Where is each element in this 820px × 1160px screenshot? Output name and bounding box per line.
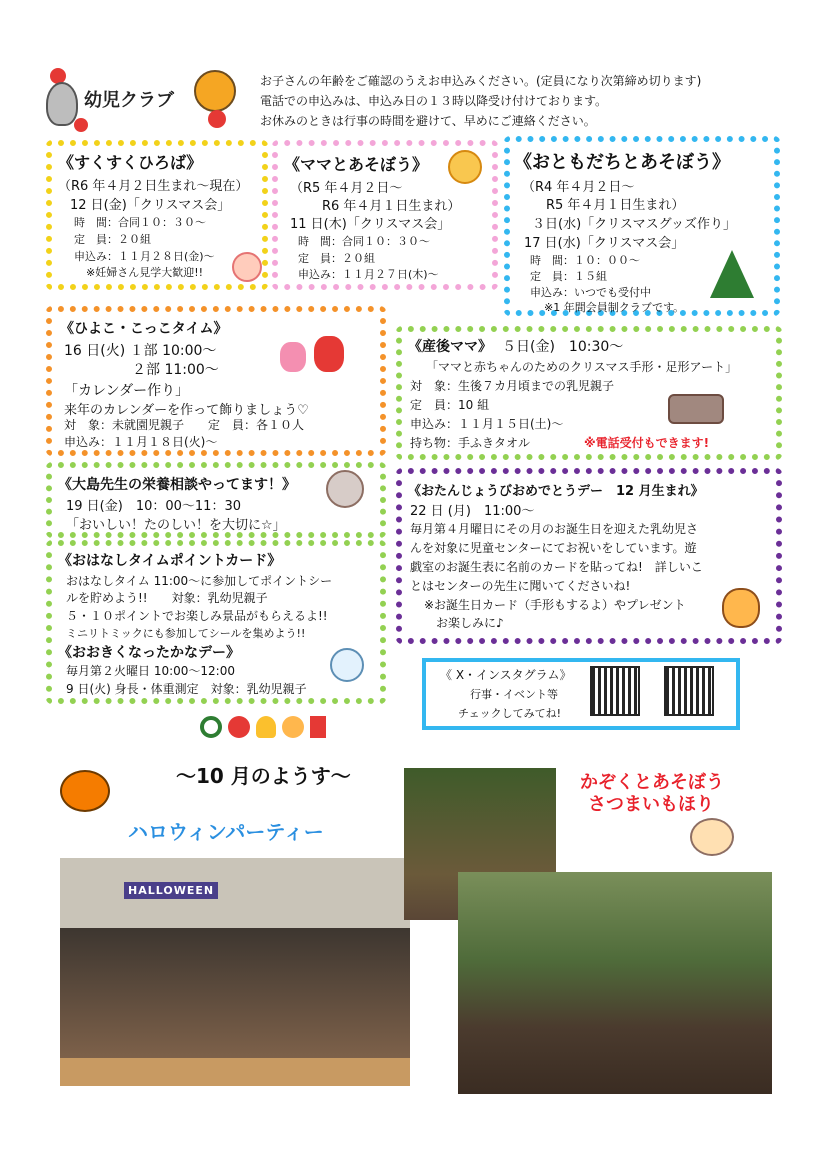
apple-icon — [74, 118, 88, 132]
birthday-date: 22 日 (月) 11:00～ — [410, 504, 535, 519]
apple-icon — [208, 110, 226, 128]
ohanashi-title: 《おはなしタイムポイントカード》 — [58, 553, 282, 569]
otomodachi-age-2: R5 年４月１日生まれ） — [546, 198, 685, 213]
header-note-2: 電話での申込みは、申込み日の１３時以降受け付けております。 — [260, 94, 608, 108]
club-title: 幼児クラブ — [84, 90, 174, 111]
header-note-3: お休みのときは行事の時間を避けて、早めにご連絡ください。 — [260, 114, 596, 128]
sango-target: 対 象：生後７カ月頃までの乳児親子 — [410, 379, 615, 393]
baby-icon — [232, 252, 262, 282]
sukusuku-age: （R6 年４月２日生まれ～現在） — [58, 179, 249, 194]
ohanashi-line-4: ミニリトミックにも参加してシールを集めよう!! — [66, 627, 306, 640]
sango-title: 《産後ママ》 — [408, 339, 492, 355]
snowman-icon — [330, 648, 364, 682]
mama-title: 《ママとあそぼう》 — [284, 155, 429, 174]
birthday-line-3: 戯室のお誕生表に名前のカードを貼ってね! 詳しいこ — [410, 560, 703, 574]
birthday-line-6: お楽しみに♪ — [436, 616, 504, 630]
sango-event: 「ママと赤ちゃんのためのクリスマス手形・足形アート」 — [426, 360, 738, 374]
sukusuku-event: 12 日(金)「クリスマス会」 — [70, 198, 231, 213]
sheep-icon — [326, 470, 364, 508]
instagram-qr-code[interactable] — [664, 666, 714, 716]
mouse-icon — [46, 82, 78, 126]
kazoku-title-1: かぞくとあそぼう — [580, 772, 724, 793]
hiyoko-line-1: 16 日(火) １部 10:00～ — [64, 343, 217, 359]
club-logo — [44, 68, 244, 138]
otomodachi-event-2: 17 日(水)「クリスマス会」 — [524, 236, 685, 251]
sango-bring: 持ち物：手ふきタオル — [410, 436, 531, 450]
birthday-line-4: とはセンターの先生に聞いてくださいね! — [410, 579, 631, 593]
sukusuku-title: 《すくすくひろば》 — [58, 153, 203, 172]
stocking-icon — [310, 716, 326, 738]
kazoku-title-2: さつまいもほり — [588, 794, 714, 815]
mama-age-1: （R5 年４月２日～ — [290, 181, 403, 196]
hiyoko-line-2: ２部 11:00～ — [132, 362, 219, 378]
mama-capacity: 定 員：２０組 — [298, 252, 375, 265]
birthday-title: 《おたんじょうびおめでとうデー 12 月生まれ》 — [408, 484, 704, 499]
hiyoko-event: 「カレンダー作り」 — [64, 383, 190, 399]
sweet-potato-photo-2 — [458, 872, 772, 1094]
otomodachi-note: ※1 年間会員制クラブです。 — [544, 301, 685, 314]
oshima-date: 19 日(金) 10：00～11：30 — [66, 499, 241, 514]
reindeer-icon — [282, 716, 304, 738]
sango-capacity: 定 員：10 組 — [410, 398, 490, 412]
ohanashi-line-2: ルを貯めよう!! 対象：乳幼児親子 — [66, 591, 268, 605]
mama-age-2: R6 年４月１日生まれ） — [322, 199, 461, 214]
ookiku-line-1: 毎月第２火曜日 10:00～12:00 — [66, 664, 235, 678]
halloween-banner: HALLOWEEN — [124, 882, 218, 899]
ohanashi-line-3: ５・１０ポイントでお楽しみ景品がもらえるよ!! — [66, 609, 328, 623]
x-qr-code[interactable] — [590, 666, 640, 716]
santa-icon — [228, 716, 250, 738]
otomodachi-event-1: ３日(水)「クリスマスグッズ作り」 — [532, 217, 736, 232]
mama-event: 11 日(木)「クリスマス会」 — [290, 217, 451, 232]
sukusuku-capacity: 定 員：２０組 — [74, 233, 151, 246]
oshima-title: 《大島先生の栄養相談やってます！》 — [58, 477, 296, 493]
sns-line-2: チェックしてみてね! — [458, 707, 562, 720]
halloween-photo — [60, 858, 410, 1086]
birthday-line-5: ※お誕生日カード（手形もするよ）やプレゼント — [424, 598, 686, 612]
otomodachi-capacity: 定 員：１５組 — [530, 270, 607, 283]
october-title: ～10 月のようす～ — [176, 764, 351, 788]
bear-icon — [194, 70, 236, 112]
otomodachi-apply: 申込み：いつでも受付中 — [530, 286, 651, 299]
hiyoko-title: 《ひよこ・こっこタイム》 — [60, 321, 228, 337]
halloween-title: ハロウィンパーティー — [128, 820, 324, 844]
ohanashi-line-1: おはなしタイム 11:00～に参加してポイントシー — [66, 574, 333, 588]
birthday-line-2: んを対象に児童センターにてお祝いをしています。遊 — [410, 541, 697, 555]
hiyoko-apply: 申込み：１１月１８日(火)～ — [64, 435, 218, 449]
reindeer-icon — [722, 588, 760, 628]
ookiku-line-2: 9 日(火) 身長・体重測定 対象：乳幼児親子 — [66, 682, 307, 696]
header-note-1: お子さんの年齢をご確認のうえお申込みください。(定員になり次第締め切ります) — [260, 74, 702, 88]
sukusuku-time: 時 間：合同１０：３０～ — [74, 216, 206, 229]
hiyoko-desc: 来年のカレンダーを作って飾りましょう♡ — [64, 403, 309, 418]
ookiku-title: 《おおきくなったかなデー》 — [58, 645, 240, 661]
sango-date: ５日(金) 10:30～ — [502, 339, 624, 355]
digging-boy-icon — [690, 818, 734, 856]
otomodachi-age-1: （R4 年４月２日～ — [522, 180, 635, 195]
oshima-event: 「おいしい！たのしい！を大切に☆」 — [66, 518, 286, 533]
cake-icon — [668, 394, 724, 424]
lion-icon — [448, 150, 482, 184]
sango-phone-note: ※電話受付もできます! — [584, 436, 710, 450]
christmas-decoration-row — [200, 712, 330, 742]
santa-reindeer-icon — [280, 336, 350, 376]
sango-apply: 申込み：１１月１５日(土)～ — [410, 417, 564, 431]
bell-icon — [256, 716, 276, 738]
birthday-line-1: 毎月第４月曜日にその月のお誕生日を迎えた乳幼児さ — [410, 522, 699, 536]
pumpkin-icon — [60, 770, 110, 812]
wreath-icon — [200, 716, 222, 738]
christmas-tree-icon — [710, 250, 754, 298]
otomodachi-time: 時 間：１０：００～ — [530, 254, 640, 267]
otomodachi-title: 《おともだちとあそぼう》 — [514, 152, 730, 173]
mama-time: 時 間：合同１０：３０～ — [298, 235, 430, 248]
sukusuku-apply: 申込み：１１月２８日(金)～ — [74, 250, 215, 263]
sns-line-1: 行事・イベント等 — [470, 688, 558, 701]
hiyoko-target: 対 象：未就園児親子 定 員：各１０人 — [64, 418, 305, 432]
mama-apply: 申込み：１１月２７日(木)～ — [298, 268, 439, 281]
sns-title: 《 X・インスタグラム》 — [440, 668, 572, 682]
sukusuku-note: ※妊婦さん見学大歓迎!! — [86, 266, 204, 279]
